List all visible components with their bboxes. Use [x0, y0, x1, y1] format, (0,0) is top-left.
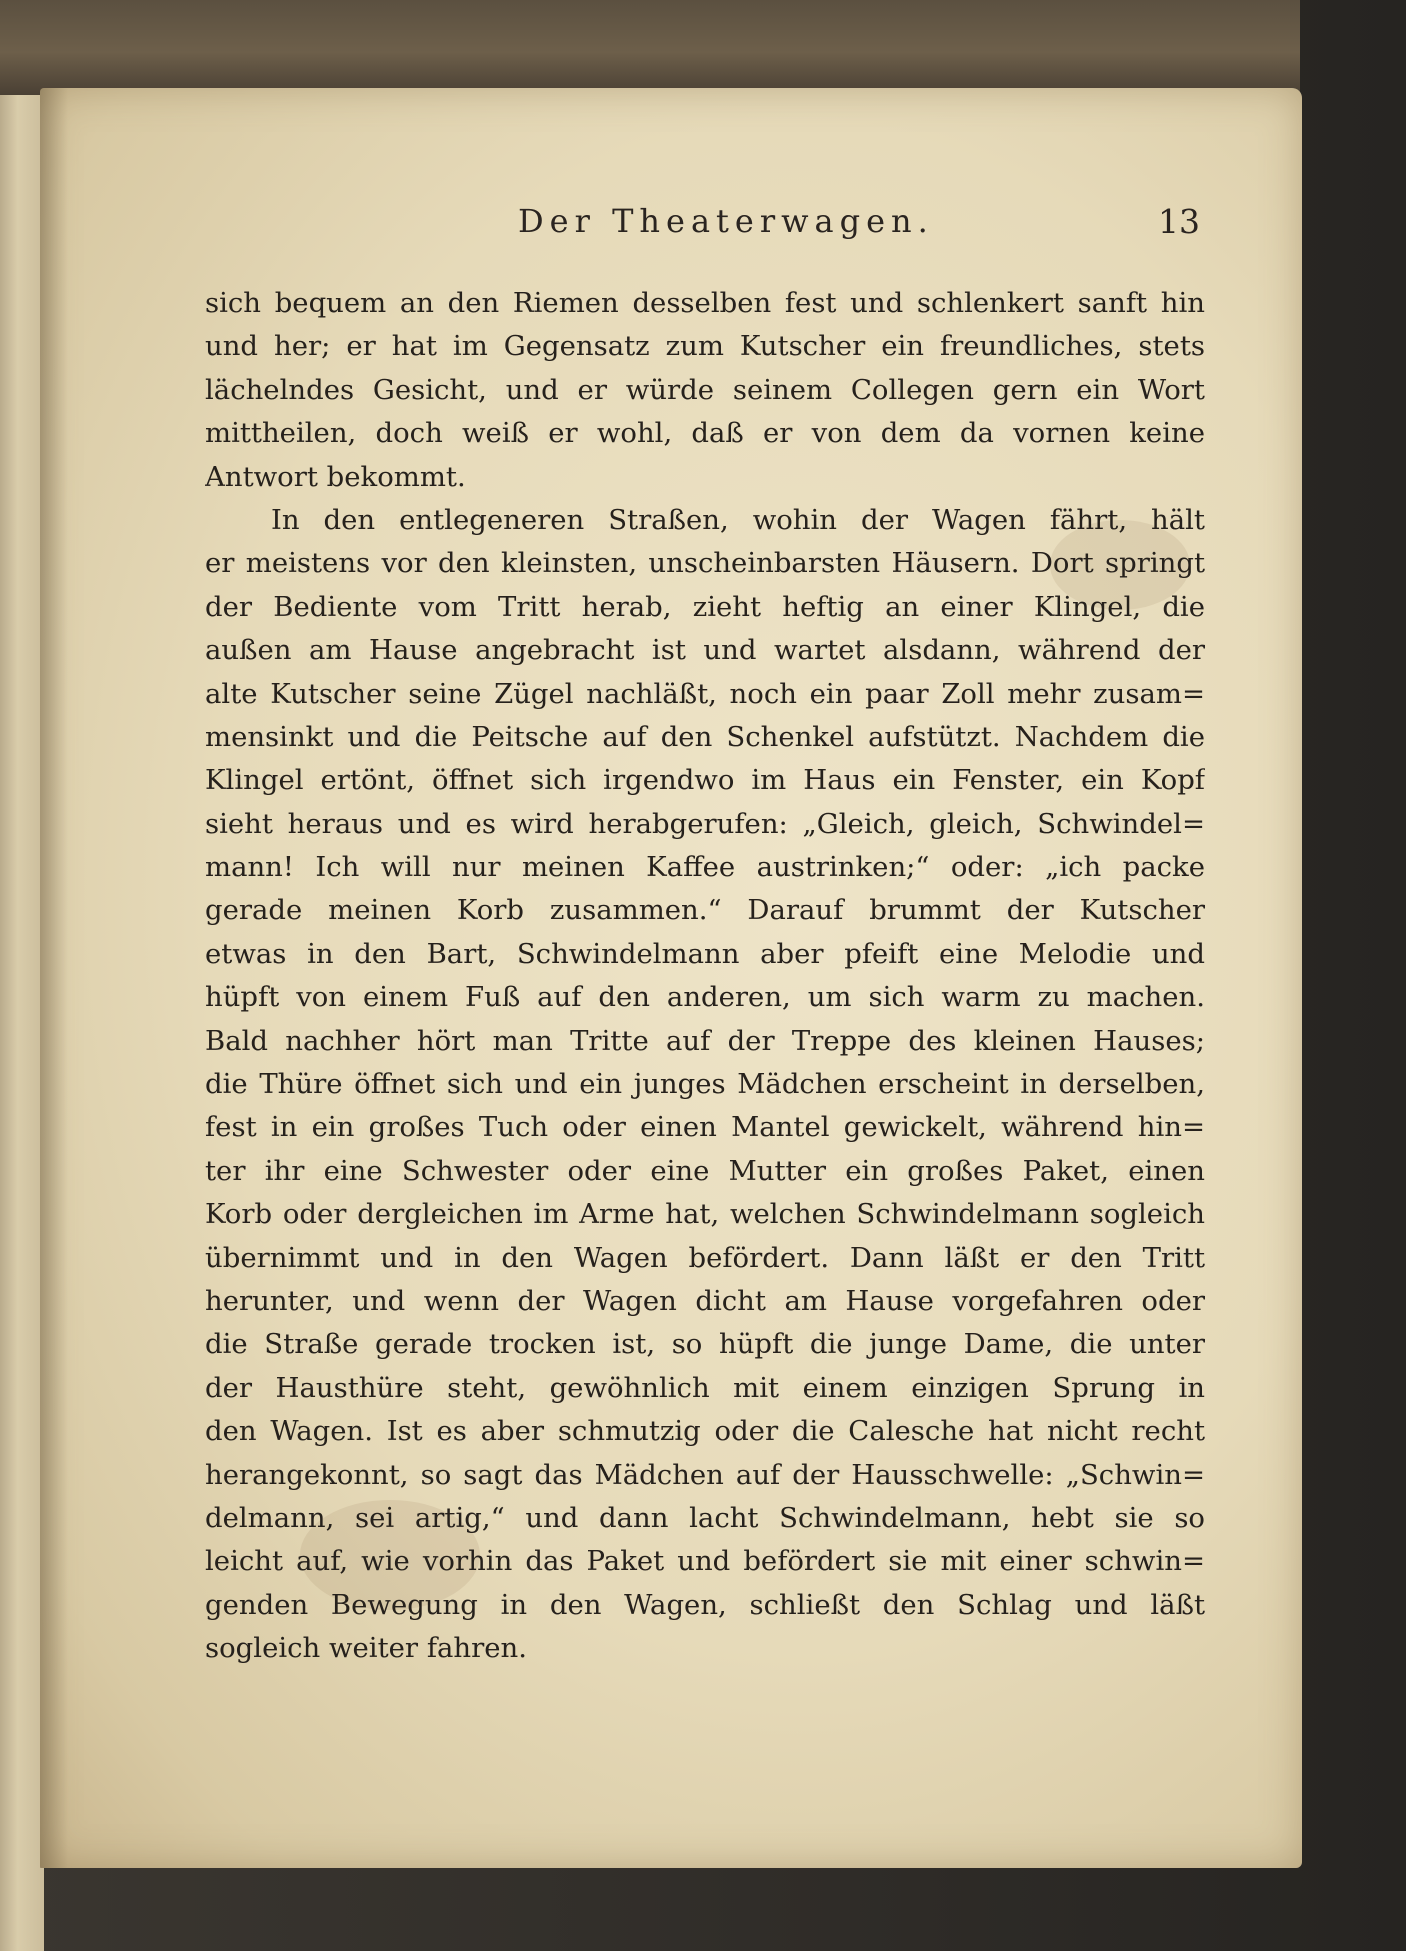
page-number: 13: [1158, 202, 1200, 241]
text-line: sogleich weiter fahren.: [205, 1632, 527, 1665]
text-line: Bald nachher hört man Tritte auf der Treppe des kleinen Hauses;: [205, 1024, 1205, 1057]
text-line: mann! Ich will nur meinen Kaffee austrinken;“ oder: „ich packe: [205, 851, 1205, 884]
text-line: Antwort bekommt.: [205, 460, 466, 493]
text-line: die Thüre öffnet sich und ein junges Mädchen erscheint in derselben,: [205, 1068, 1205, 1101]
text-line: herangekonnt, so sagt das Mädchen auf der Hausschwelle: „Schwin=: [205, 1458, 1205, 1491]
text-line: der Bediente vom Tritt herab, zieht heftig an einer Klingel, die: [205, 590, 1205, 623]
text-line: außen am Hause angebracht ist und wartet alsdann, während der: [205, 634, 1205, 667]
text-line: den Wagen. Ist es aber schmutzig oder die Calesche hat nicht recht: [205, 1415, 1205, 1448]
text-line: übernimmt und in den Wagen befördert. Dann läßt er den Tritt: [205, 1241, 1205, 1274]
book-cover-edge: [0, 0, 1300, 95]
text-line: sieht heraus und es wird herabgerufen: „Gleich, gleich, Schwindel=: [205, 807, 1205, 840]
body-text: [205, 282, 1205, 1671]
text-line: alte Kutscher seine Zügel nachläßt, noch ein paar Zoll mehr zusam=: [205, 677, 1205, 710]
text-line: genden Bewegung in den Wagen, schließt den Schlag und läßt: [205, 1588, 1205, 1621]
text-line: und her; er hat im Gegensatz zum Kutscher ein freundliches, stets: [205, 330, 1205, 363]
text-line: hüpft von einem Fuß auf den anderen, um sich warm zu machen.: [205, 981, 1205, 1014]
gutter-shadow: [40, 88, 68, 1868]
text-line: mittheilen, doch weiß er wohl, daß er von dem da vornen keine: [205, 417, 1205, 450]
text-line: In den entlegeneren Straßen, wohin der Wagen fährt, hält: [271, 503, 1205, 536]
text-line: etwas in den Bart, Schwindelmann aber pfeift eine Melodie und: [205, 937, 1205, 970]
text-line: ter ihr eine Schwester oder eine Mutter ein großes Paket, einen: [205, 1154, 1205, 1187]
text-line: die Straße gerade trocken ist, so hüpft die junge Dame, die unter: [205, 1328, 1205, 1361]
text-line: delmann, sei artig,“ und dann lacht Schwindelmann, hebt sie so: [205, 1501, 1205, 1534]
text-line: der Hausthüre steht, gewöhnlich mit einem einzigen Sprung in: [205, 1371, 1205, 1404]
text-line: lächelndes Gesicht, und er würde seinem Collegen gern ein Wort: [205, 373, 1205, 406]
text-line: Korb oder dergleichen im Arme hat, welchen Schwindelmann sogleich: [205, 1198, 1205, 1231]
text-line: gerade meinen Korb zusammen.“ Darauf brummt der Kutscher: [205, 894, 1205, 927]
text-line: herunter, und wenn der Wagen dicht am Hause vorgefahren oder: [205, 1284, 1205, 1317]
page-header: [0, 202, 1406, 252]
text-line: sich bequem an den Riemen desselben fest und schlenkert sanft hin: [205, 287, 1205, 319]
text-line: fest in ein großes Tuch oder einen Mantel gewickelt, während hin=: [205, 1111, 1205, 1144]
facing-page-edge: [0, 95, 44, 1951]
text-line: er meistens vor den kleinsten, unscheinbarsten Häusern. Dort springt: [205, 547, 1205, 580]
running-title: Der Theaterwagen.: [518, 202, 934, 240]
text-line: leicht auf, wie vorhin das Paket und befördert sie mit einer schwin=: [205, 1545, 1205, 1578]
text-line: Klingel ertönt, öffnet sich irgendwo im Haus ein Fenster, ein Kopf: [205, 764, 1205, 797]
text-line: mensinkt und die Peitsche auf den Schenkel aufstützt. Nachdem die: [205, 720, 1205, 753]
